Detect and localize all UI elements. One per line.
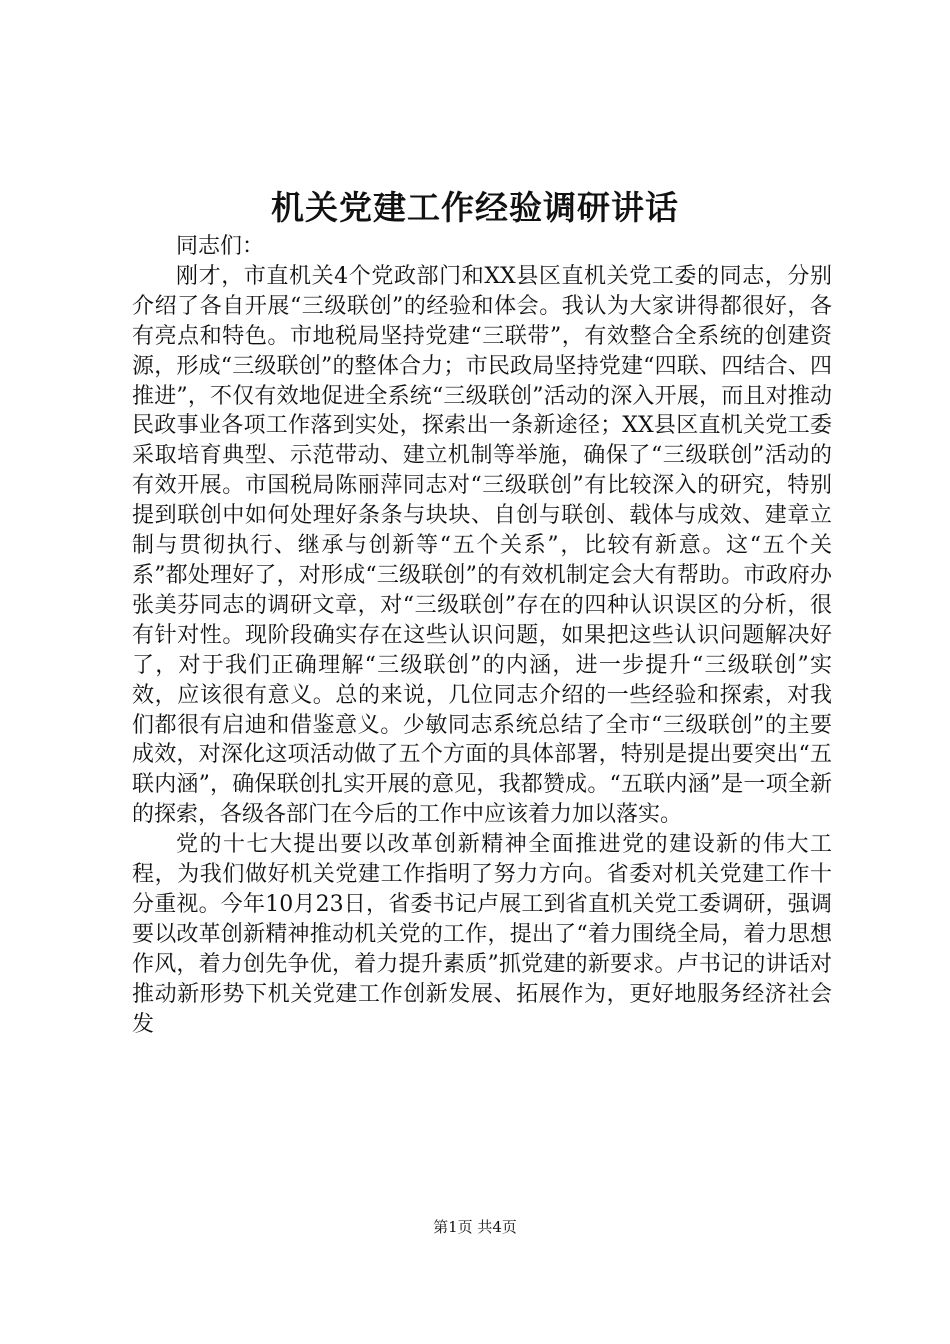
document-title: 机关党建工作经验调研讲话 xyxy=(271,188,679,227)
document-body xyxy=(132,232,832,1039)
paragraph-1: 刚才，市直机关4个党政部门和XX县区直机关党工委的同志，分别介绍了各自开展“三级联创”的经验和体会。我认为大家讲得都很好，各有亮点和特色。市地税局坚持党建“三联带”，有效整合全系统的创建资源，形成“三级联创”的整体合力；市民政局坚持党建“四联、四结合、四推进”，不仅有效地促进全系统“三级联创”活动的深入开展，而且对推动民政事业各项工作落到实处，探索出一条新途径；XX县区直机关党工委采取培育典型、示范带动、建立机制等举施，确保了“三级联创”活动的有效开展。市国税局陈丽萍同志对“三级联创”有比较深入的研究，特别提到联创中如何处理好条条与块块、自创与联创、载体与成效、建章立制与贯彻执行、继承与创新等“五个关系”，比较有新意。这“五个关系”都处理好了，对形成“三级联创”的有效机制定会大有帮助。市政府办张美芬同志的调研文章，对“三级联创”存在的四种认识误区的分析，很有针对性。现阶段确实存在这些认识问题，如果把这些认识问题解决好了，对于我们正确理解“三级联创”的内涵，进一步提升“三级联创”实效，应该很有意义。总的来说，几位同志介绍的一些经验和探索，对我们都很有启迪和借鉴意义。少敏同志系统总结了全市“三级联创”的主要成效，对深化这项活动做了五个方面的具体部署，特别是提出要突出“五联内涵”，确保联创扎实开展的意见，我都赞成。“五联内涵”是一项全新的探索，各级各部门在今后的工作中应该着力加以落实。 xyxy=(132,263,832,828)
page-footer: 第1页 共4页 xyxy=(433,1218,517,1236)
paragraph-2: 党的十七大提出要以改革创新精神全面推进党的建设新的伟大工程，为我们做好机关党建工作指明了努力方向。省委对机关党建工作十分重视。今年10月23日，省委书记卢展工到省直机关党工委调研，强调要以改革创新精神推动机关党的工作，提出了“着力围绕全局，着力思想作风，着力创先争优，着力提升素质”抓党建的新要求。卢书记的讲话对推动新形势下机关党建工作创新发展、拓展作为，更好地服务经济社会发 xyxy=(132,832,832,1037)
salutation: 同志们： xyxy=(176,234,265,259)
